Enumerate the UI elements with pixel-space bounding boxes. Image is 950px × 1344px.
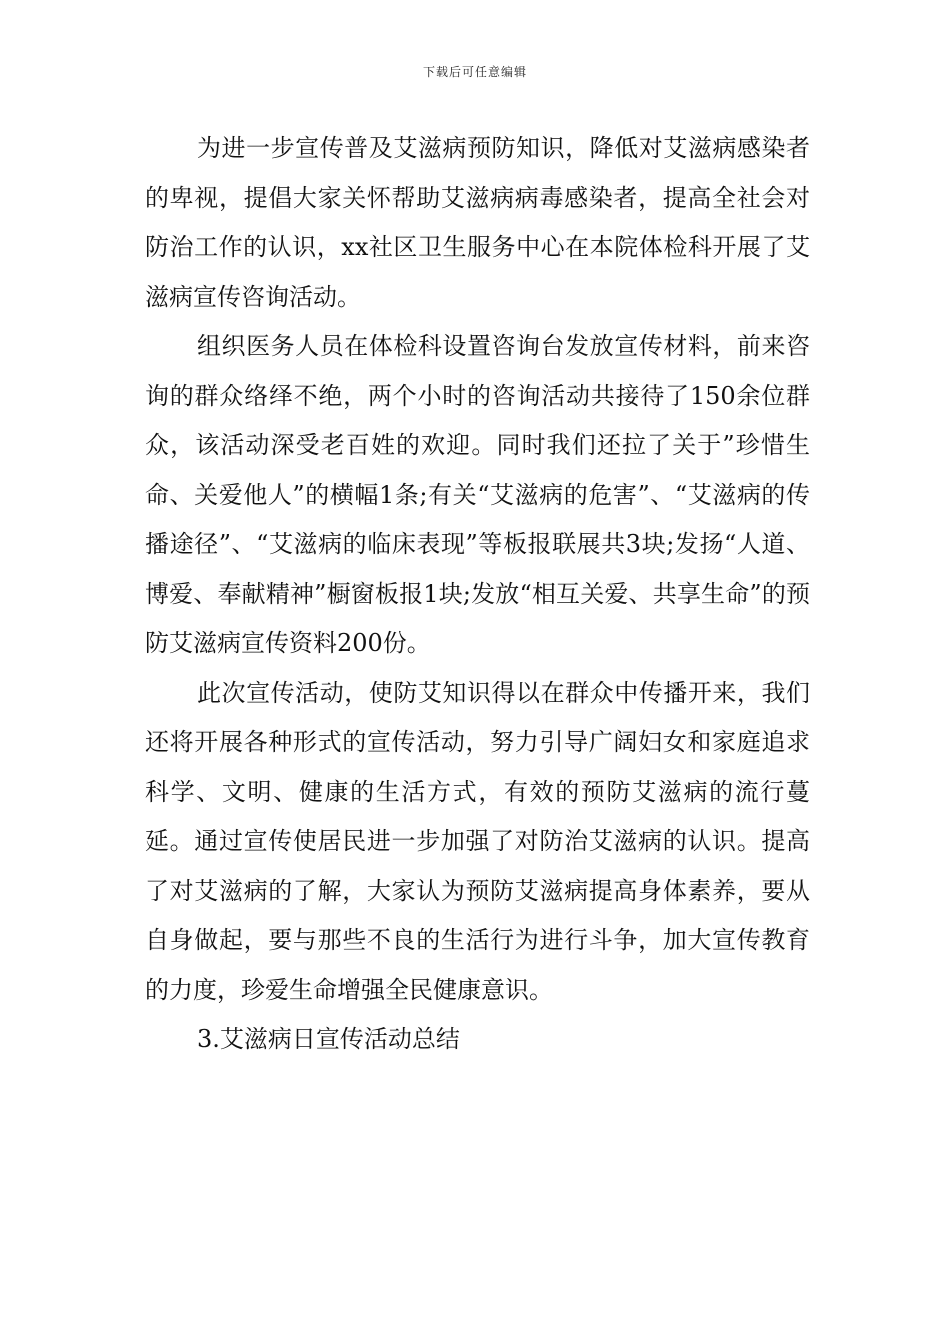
header-note: 下载后可任意编辑	[422, 65, 527, 79]
paragraph-outcome: 此次宣传活动，使防艾知识得以在群众中传播开来，我们还将开展各种形式的宣传活动，努力引导广阔妇女和家庭追求科学、文明、健康的生活方式，有效的预防艾滋病的流行蔓延。通过宣传使居民进一步加强了对防治艾滋病的认识。提高了对艾滋病的了解，大家认为预防艾滋病提高身体素养，要从自身做起，要与那些不良的生活行为进行斗争，加大宣传教育的力度，珍爱生命增强全民健康意识。	[145, 678, 810, 1004]
paragraph-activity-details: 组织医务人员在体检科设置咨询台发放宣传材料，前来咨询的群众络绎不绝，两个小时的咨询活动共接待了150余位群众，该活动深受老百姓的欢迎。同时我们还拉了关于”珍惜生命、关爱他人”的横幅1条;有关“艾滋病的危害”、“艾滋病的传播途径”、“艾滋病的临床表现”等板报联展共3块;发扬“人道、博爱、奉献精神”橱窗板报1块;发放“相互关爱、共享生命”的预防艾滋病宣传资料200份。	[145, 332, 810, 657]
section-heading: 3.艾滋病日宣传活动总结	[197, 1025, 460, 1053]
document-body	[145, 124, 810, 1065]
paragraph-intro: 为进一步宣传普及艾滋病预防知识，降低对艾滋病感染者的卑视，提倡大家关怀帮助艾滋病病毒感染者，提高全社会对防治工作的认识，xx社区卫生服务中心在本院体检科开展了艾滋病宣传咨询活动。	[145, 134, 810, 311]
